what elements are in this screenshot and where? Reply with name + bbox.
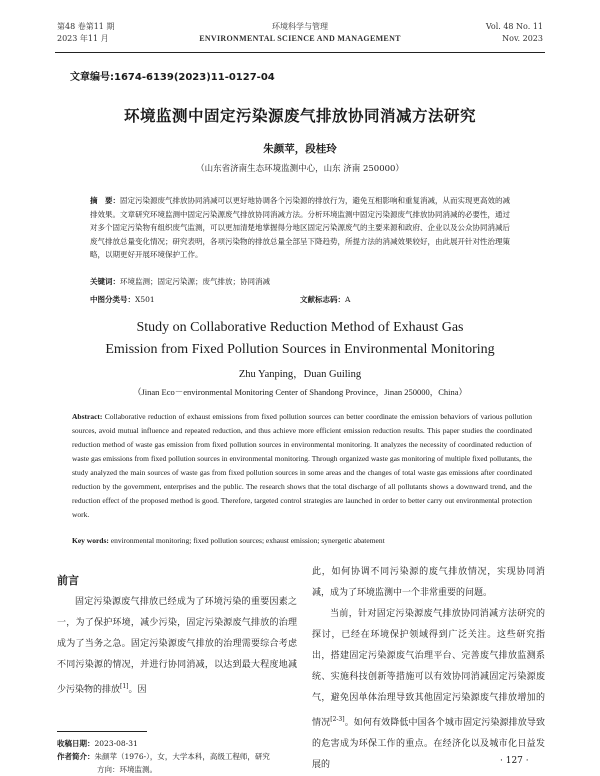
body-text: 。如何有效降低中国各个城市固定污染源排放导致的危害成为环保工作的重点。在经济化以及城市化日益发展的 xyxy=(312,718,545,770)
keywords-en-text: environmental monitoring; fixed pollution sources; exhaust emission; synergetic abatement xyxy=(110,536,385,545)
body-text: 。因 xyxy=(128,685,147,695)
header-journal-en: ENVIRONMENTAL SCIENCE AND MANAGEMENT xyxy=(199,34,401,43)
keywords-cn-text: 环境监测；固定污染源；废气排放；协同消减 xyxy=(120,277,270,286)
document-code xyxy=(300,294,350,305)
article-number: 文章编号:1674-6139(2023)11-0127-04 xyxy=(70,72,275,83)
abstract-cn xyxy=(90,194,510,262)
doc-code-value: A xyxy=(345,295,351,304)
abstract-cn-text: 固定污染源废气排放协同消减可以更好地协调各个污染源的排放行为，避免互相影响和重复消减，从而实现更高效的减排效果。文章研究环境监测中固定污染源废气排放协同消减方法。分析环境监测中固定污染源废气排放协同消减的必要性，通过对多个固定污染物有组织废气监测，可以更加清楚地掌握得分地区固定污染源废气的主要来源和政府、企业以及公众协同消减后废气排放总量变化情况；研究表明，各项污染物的排放总量全部呈下降趋势，所提方法的消减效果较好，由此展开针对性治理策略，以期更好开展环境保护工作。 xyxy=(90,196,510,259)
body-right-column xyxy=(312,562,545,776)
citation-ref[interactable]: [1] xyxy=(120,683,129,690)
footnote-received xyxy=(57,737,138,750)
keywords-cn-label: 关键词： xyxy=(90,277,120,286)
body-text: 固定污染源废气排放已经成为了环境污染的重要因素之一，为了保护环境，减少污染，固定污染源废气排放的治理成为了当务之急。固定污染源废气排放的治理需要综合考虑不同污染源的情况，并进行协同消减，以达到最大程度地减少污染物的排放 xyxy=(57,597,297,695)
header-date: 2023 年11 月 xyxy=(57,34,109,43)
body-text: 当前，针对固定污染源废气排放协同消减方法研究的探讨，已经在环境保护领域得到广泛关注。这些研究指出，搭建固定污染源废气治理平台、完善废气排放监测系统、实施科技创新等措施可以有效协同消减固定污染源废气，避免因单体治理导致其他固定污染源废气排放增加的情况 xyxy=(312,609,545,728)
clc-number xyxy=(90,294,155,305)
affiliation-en: （Jinan Eco－environmental Monitoring Center of Shandong Province，Jinan 250000，China） xyxy=(132,387,468,397)
paper-title-en-line1: Study on Collaborative Reduction Method of Exhaust Gas xyxy=(136,320,464,335)
paper-title-en-line2: Emission from Fixed Pollution Sources in Environmental Monitoring xyxy=(105,342,495,357)
paper-title-cn: 环境监测中固定污染源废气排放协同消减方法研究 xyxy=(123,107,476,125)
received-date: 2023-08-31 xyxy=(94,739,138,748)
header-journal-cn: 环境科学与管理 xyxy=(272,22,328,31)
body-paragraph: 此，如何协调不同污染源的废气排放情况，实现协同消减，成为了环境监测中一个非常重要的问题。 xyxy=(312,567,545,598)
affiliation-cn: （山东省济南生态环境监测中心，山东 济南 250000） xyxy=(196,164,404,174)
doc-code-label: 文献标志码： xyxy=(300,295,345,304)
clc-value: X501 xyxy=(135,295,155,304)
abstract-en-text: Collaborative reduction of exhaust emissions from fixed pollution sources can better coordinate the emission behaviors of various pollution sources, avoid mutual influence and repeated reduction, and thus achieve more efficient emission reduction results. This paper studies the coordinated reduction method of waste gas emission from fixed pollution sources in environmental monitoring. It analyzes the necessity of coordinated reduction of waste gas emissions from fixed pollution sources in environmental monitoring. Through organized waste gas monitoring of multiple fixed pollutants, the study analyzed the main sources of waste gas from fixed pollution sources in some areas and the changes of total waste gas emissions after coordinated reduction by the government, enterprises and the public. The research shows that the total discharge of all pollutants shows a downward trend, and the reduction effect of the proposed method is good. Therefore, targeted control strategies are launched in order to better carry out environmental protection work. xyxy=(72,412,532,519)
header-date-en: Nov. 2023 xyxy=(502,34,543,43)
page-number: · 127 · xyxy=(500,756,529,766)
received-label: 收稿日期： xyxy=(57,739,95,748)
footnote-rule xyxy=(57,731,147,732)
citation-ref[interactable]: [2-3] xyxy=(330,716,345,723)
header-volume: 第48 卷第11 期 xyxy=(57,22,115,31)
body-paragraph xyxy=(312,604,545,776)
authors-en: Zhu Yanping，Duan Guiling xyxy=(238,369,362,380)
abstract-en-label: Abstract: xyxy=(72,412,103,421)
keywords-cn xyxy=(90,276,270,287)
footnote-author xyxy=(57,750,270,763)
section-heading-preface: 前言 xyxy=(57,574,79,587)
keywords-en-label: Key words: xyxy=(72,536,109,545)
clc-label: 中图分类号： xyxy=(90,295,135,304)
header-rule xyxy=(55,52,545,53)
abstract-en xyxy=(72,410,532,522)
body-left-column xyxy=(57,592,297,701)
author-bio-label: 作者简介： xyxy=(57,752,95,761)
authors-cn: 朱颜苹，段桂玲 xyxy=(263,143,337,155)
body-paragraph xyxy=(57,592,297,701)
footnote-author-cont: 方向：环境监测。 xyxy=(97,765,157,774)
author-bio: 朱颜苹（1976-），女，大学本科，高级工程师，研究 xyxy=(94,752,270,761)
abstract-cn-label: 摘 要： xyxy=(90,196,120,205)
keywords-en xyxy=(72,536,385,545)
header-vol-en: Vol. 48 No. 11 xyxy=(485,22,543,31)
